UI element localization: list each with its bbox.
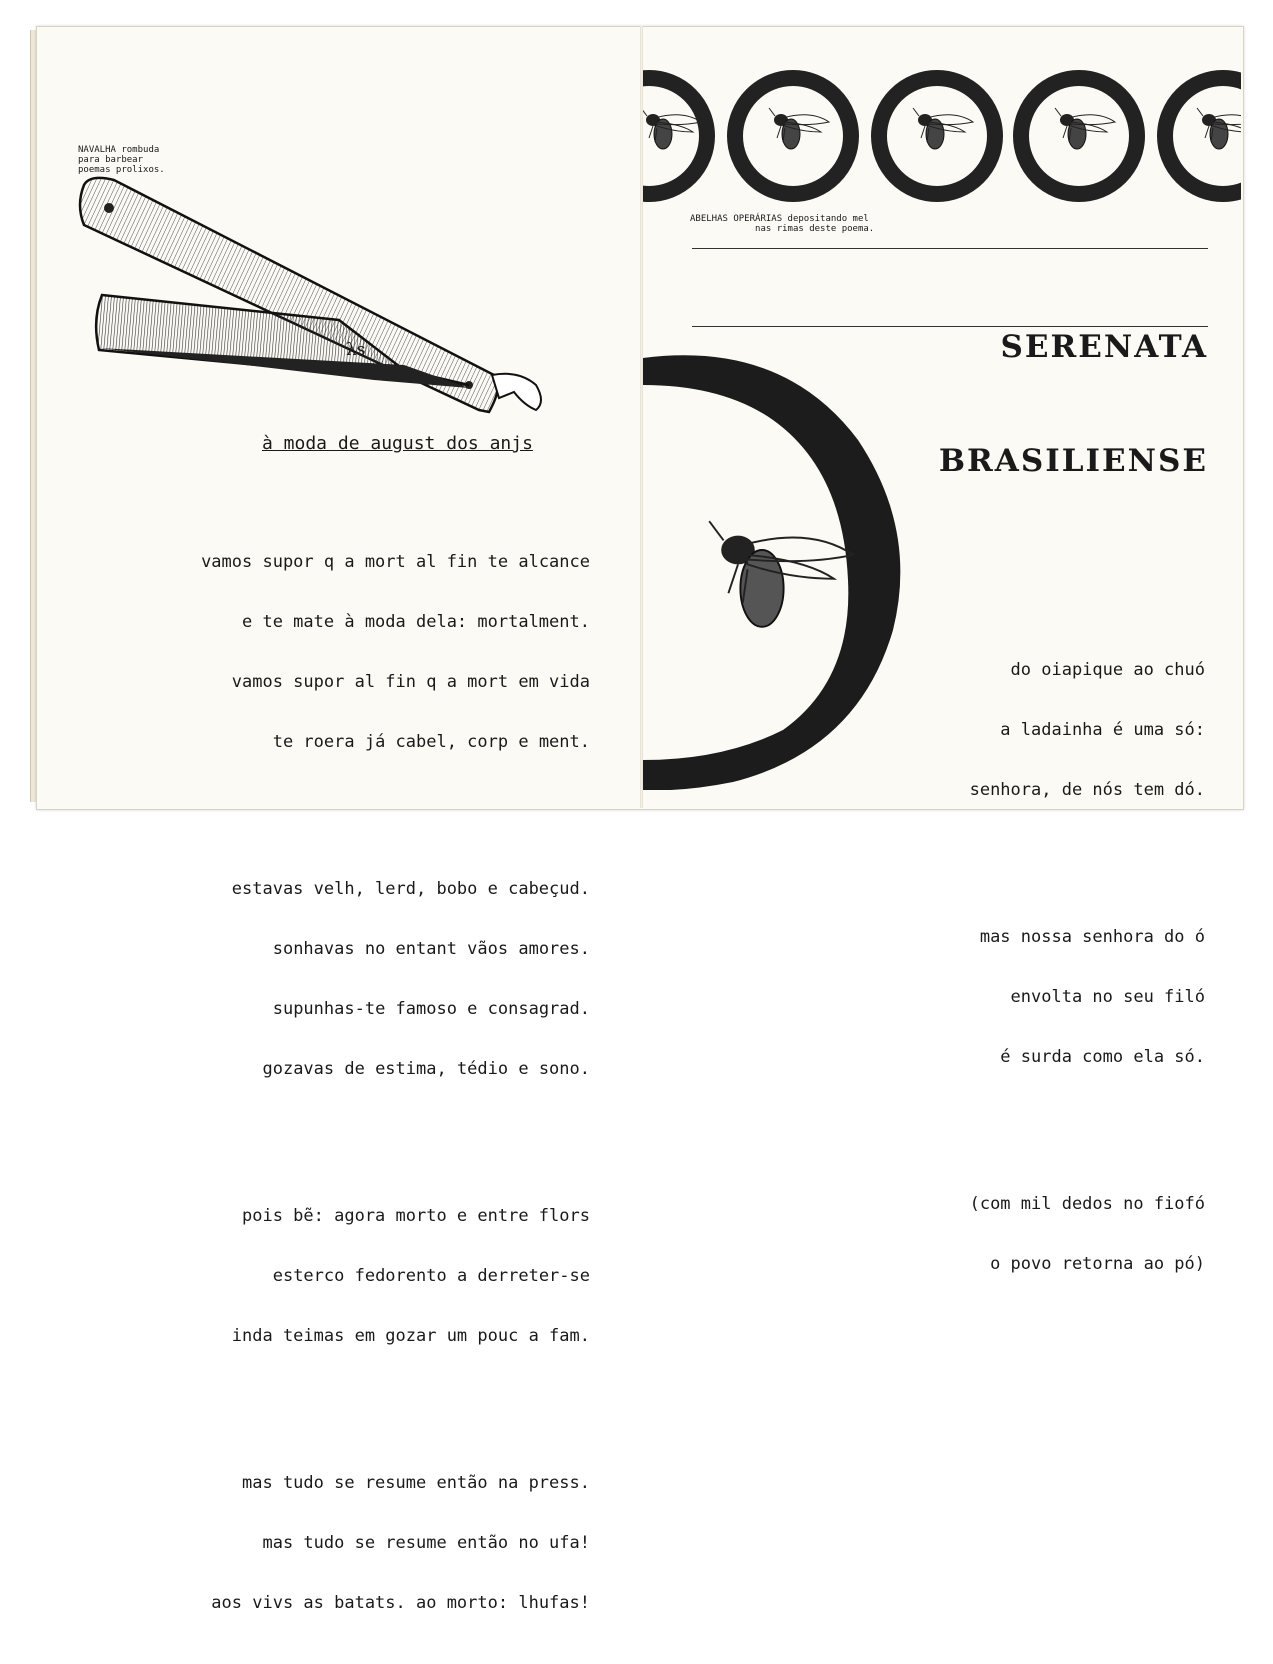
stanza bbox=[970, 887, 1205, 1107]
title-rule-top bbox=[692, 248, 1208, 249]
bee-ring bbox=[643, 78, 707, 194]
poem-line: pois bẽ: agora morto e entre flors bbox=[242, 1206, 590, 1226]
poem-line: esterco fedorento a derreter-se bbox=[272, 1266, 590, 1286]
poem-line: e te mate à moda dela: mortalment. bbox=[242, 612, 590, 632]
bee-ring bbox=[735, 78, 851, 194]
poem-line: sonhavas no entant vãos amores. bbox=[272, 939, 590, 959]
title-line: BRASILIENSE bbox=[938, 443, 1208, 479]
razor-illustration bbox=[74, 170, 549, 420]
bee-ring bbox=[1165, 78, 1241, 194]
poem-line: vamos supor al fin q a mort em vida bbox=[231, 672, 590, 692]
bee-rings-row bbox=[643, 68, 1241, 210]
stanza bbox=[201, 1433, 590, 1653]
blade-mark: λs bbox=[346, 340, 366, 360]
poem-line: é surda como ela só. bbox=[1000, 1047, 1205, 1067]
poem-line: o povo retorna ao pó) bbox=[990, 1254, 1205, 1274]
poem-line: inda teimas em gozar um pouc a fam. bbox=[231, 1326, 590, 1346]
bees-caption: ABELHAS OPERÁRIAS depositando mel nas rimas deste poema. bbox=[690, 214, 875, 234]
poem-line: vamos supor q a mort al fin te alcance bbox=[201, 552, 590, 572]
poem-line: gozavas de estima, tédio e sono. bbox=[262, 1059, 590, 1079]
stanza bbox=[201, 1166, 590, 1386]
stanza bbox=[201, 512, 590, 792]
right-poem bbox=[970, 580, 1205, 1341]
poem-line: mas tudo se resume então na press. bbox=[242, 1473, 590, 1493]
poem-line: a ladainha é uma só: bbox=[1000, 720, 1205, 740]
poem-line: do oiapique ao chuó bbox=[1010, 660, 1205, 680]
left-poem-title: à moda de august dos anjs bbox=[262, 433, 533, 454]
stanza bbox=[970, 620, 1205, 840]
bee-ring bbox=[879, 78, 995, 194]
title-line: SERENATA bbox=[1000, 329, 1208, 365]
razor-caption: NAVALHA rombuda para barbear poemas prolixos. bbox=[78, 145, 165, 175]
poem-line: estavas velh, lerd, bobo e cabeçud. bbox=[231, 879, 590, 899]
stanza bbox=[970, 1154, 1205, 1314]
poem-line: senhora, de nós tem dó. bbox=[969, 780, 1205, 800]
title-rule-bottom bbox=[692, 326, 1208, 327]
page-title bbox=[939, 252, 1208, 518]
large-bee-ring bbox=[643, 350, 918, 790]
stanza bbox=[201, 839, 590, 1119]
poem-line: mas tudo se resume então no ufa! bbox=[262, 1533, 590, 1553]
bee-ring bbox=[1021, 78, 1137, 194]
left-poem bbox=[201, 472, 590, 1664]
poem-line: supunhas-te famoso e consagrad. bbox=[272, 999, 590, 1019]
poem-line: envolta no seu filó bbox=[1010, 987, 1205, 1007]
poem-line: te roera já cabel, corp e ment. bbox=[272, 732, 590, 752]
poem-line: (com mil dedos no fiofó bbox=[969, 1194, 1205, 1214]
poem-line: aos vivs as batats. ao morto: lhufas! bbox=[211, 1593, 590, 1613]
poem-line: mas nossa senhora do ó bbox=[979, 927, 1205, 947]
bee-icon bbox=[709, 521, 853, 627]
